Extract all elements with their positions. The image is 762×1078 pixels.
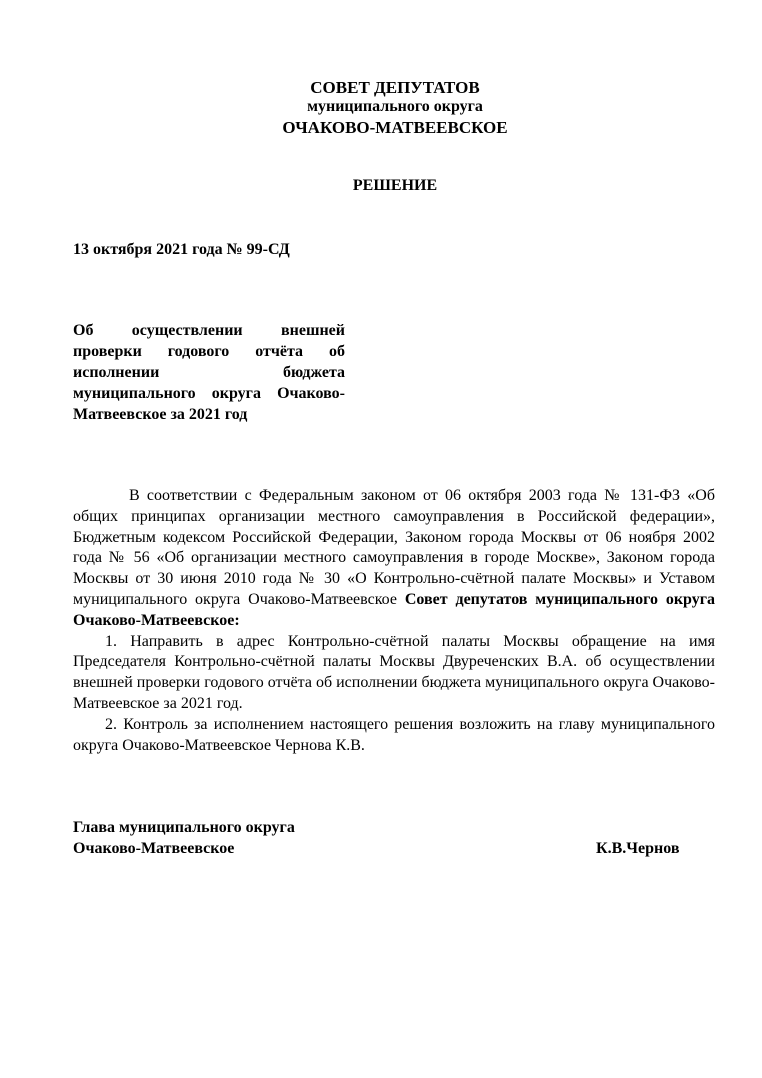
signature-district: Очаково-Матвеевское [73,840,235,857]
signature-name: К.В.Чернов [596,840,680,857]
decision-item-2: 2. Контроль за исполнением настоящего решения возложить на главу муниципального округа Очаково-Матвеевское Чернова К.В. [73,715,715,754]
organization-name: СОВЕТ ДЕПУТАТОВ [310,78,480,97]
organization-subtitle: муниципального округа [307,98,483,115]
decides-text: Совет депутатов муниципального округа Очаково-Матвеевское: [73,590,716,629]
preamble-paragraph [73,486,715,632]
signature-position: Глава муниципального округа [73,819,295,836]
document-type-title: РЕШЕНИЕ [352,177,438,194]
preamble-text: В соответствии с Федеральным законом от 06 октября 2003 года № 131-ФЗ «Об общих принципах организации местного самоуправления в Российской федерации», Бюджетным кодексом Российской Федерации, Законом города Москвы от 06 ноября 2002 года № 56 «Об организации местного самоуправления в городе Москве», Законом города Москвы от 30 июня 2010 года № 30 «О Контрольно-счётной палате Москвы» и Уставом муниципального округа Очаково-Матвеевское [73,487,715,608]
decision-item-1: 1. Направить в адрес Контрольно-счётной палаты Москвы обращение на имя Председателя Контрольно-счётной палаты Москвы Двуреченских В.А. об осуществлении внешней проверки годового отчёта об исполнении бюджета муниципального округа Очаково-Матвеевское за 2021 год. [73,632,715,712]
organization-district: ОЧАКОВО-МАТВЕЕВСКОЕ [282,118,508,137]
document-subject: Об осуществлении внешней проверки годового отчёта об исполнении бюджета муниципального округа Очаково-Матвеевское за 2021 год [73,322,345,423]
document-body [73,486,715,756]
document-date-number: 13 октября 2021 года № 99-СД [73,241,290,258]
